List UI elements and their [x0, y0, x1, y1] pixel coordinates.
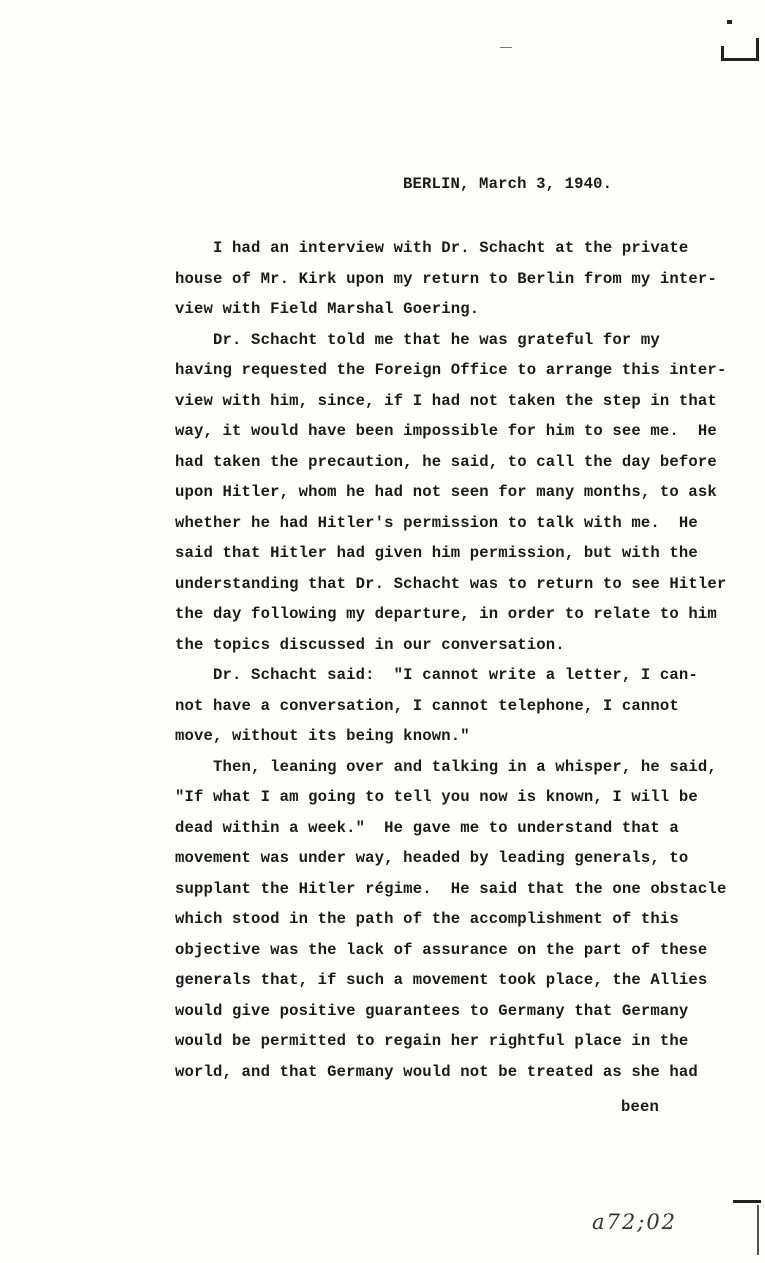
- body-line: would be permitted to regain her rightful place in the: [175, 1032, 689, 1050]
- body-line: having requested the Foreign Office to arrange this inter-: [175, 361, 727, 379]
- scan-mark-bracket-base: [721, 58, 759, 61]
- body-line: way, it would have been impossible for him to see me. He: [175, 422, 717, 440]
- body-line: would give positive guarantees to Germany that Germany: [175, 1001, 689, 1020]
- body-line: generals that, if such a movement took place, the Allies: [175, 971, 708, 989]
- body-line: had taken the precaution, he said, to call the day before: [175, 452, 717, 471]
- catchword: been: [621, 1098, 660, 1116]
- body-line: "If what I am going to tell you now is known, I will be: [175, 788, 698, 806]
- scan-mark-bracket-right: [756, 38, 759, 60]
- body-line: the day following my departure, in order to relate to him: [175, 605, 717, 623]
- handwritten-note: a72;02: [592, 1210, 678, 1234]
- body-line: the topics discussed in our conversation.: [175, 635, 565, 654]
- scan-mark-bottom: [733, 1200, 761, 1203]
- scan-mark-bottom-vertical: [757, 1205, 759, 1255]
- body-line: understanding that Dr. Schacht was to return to see Hitler: [175, 574, 727, 593]
- body-line: Then, leaning over and talking in a whisper, he said,: [175, 757, 717, 776]
- dateline: BERLIN, March 3, 1940.: [403, 175, 613, 193]
- body-line: move, without its being known.": [175, 727, 470, 745]
- body-line: which stood in the path of the accomplishment of this: [175, 910, 679, 928]
- body-line: Dr. Schacht told me that he was grateful for my: [175, 330, 660, 349]
- body-line: dead within a week." He gave me to understand that a: [175, 818, 679, 837]
- body-line: supplant the Hitler régime. He said that the one obstacle: [175, 879, 727, 898]
- body-line: house of Mr. Kirk upon my return to Berlin from my inter-: [175, 269, 717, 288]
- body-line: whether he had Hitler's permission to talk with me. He: [175, 513, 698, 532]
- body-line: view with him, since, if I had not taken the step in that: [175, 391, 717, 410]
- body-line: movement was under way, headed by leading generals, to: [175, 849, 689, 867]
- body-line: upon Hitler, whom he had not seen for many months, to ask: [175, 483, 717, 501]
- letter-body: [175, 237, 735, 1137]
- body-line: said that Hitler had given him permission, but with the: [175, 544, 698, 562]
- body-line: world, and that Germany would not be treated as she had: [175, 1062, 698, 1081]
- scan-mark-top: [727, 20, 732, 24]
- body-line: I had an interview with Dr. Schacht at the private: [175, 239, 689, 257]
- body-line: Dr. Schacht said: "I cannot write a letter, I can-: [175, 666, 698, 684]
- body-line: view with Field Marshal Goering.: [175, 300, 480, 318]
- scan-dash: [500, 47, 512, 48]
- body-line: not have a conversation, I cannot telephone, I cannot: [175, 696, 679, 715]
- body-line: objective was the lack of assurance on the part of these: [175, 940, 708, 959]
